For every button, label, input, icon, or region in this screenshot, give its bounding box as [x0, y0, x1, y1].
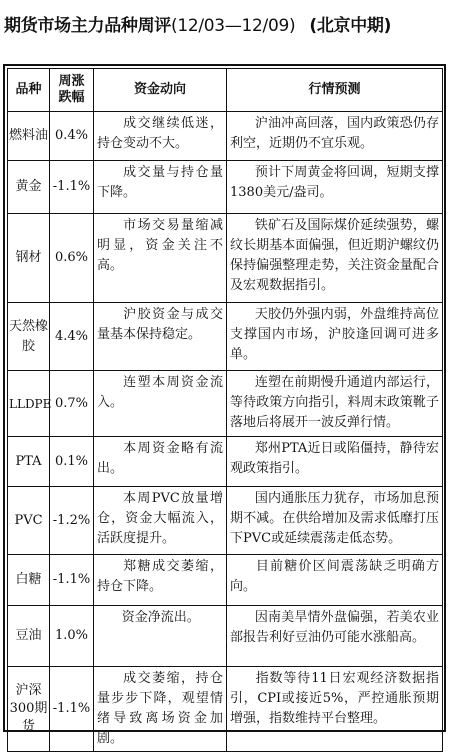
change-cell: 0.4%: [50, 112, 94, 161]
forecast-cell: 目前糖价区间震荡缺乏明确方向。: [227, 555, 443, 606]
change-cell: 0.7%: [50, 371, 94, 437]
variety-cell: LLDPE: [8, 371, 50, 437]
forecast-cell: 铁矿石及国际煤价延续强势，螺纹长期基本面偏强，但近期沪螺纹仍保持偏强整理走势，关注资金量配合及宏观数据指引。: [227, 214, 443, 303]
header-forecast: 行情预测: [227, 69, 443, 112]
page-title: [4, 6, 448, 46]
header-flow: 资金动向: [94, 69, 227, 112]
flow-cell: 成交量与持仓量下降。: [94, 161, 227, 214]
table-row: [8, 667, 443, 752]
flow-cell: 资金净流出。: [94, 606, 227, 667]
table-header-row: [8, 69, 443, 112]
table-row: [8, 303, 443, 371]
flow-cell: 连塑本周资金流入。: [94, 371, 227, 437]
flow-cell: 郑糖成交萎缩，持仓下降。: [94, 555, 227, 606]
title-org: (北京中期): [309, 16, 392, 36]
flow-cell: 成交继续低迷，持仓变动不大。: [94, 112, 227, 161]
variety-cell: 豆油: [8, 606, 50, 667]
flow-cell: 成交萎缩，持仓量步步下降，观望情绪导致离场资金加剧。: [94, 667, 227, 752]
change-cell: -1.1%: [50, 555, 94, 606]
title-main: 期货市场主力品种周评: [4, 16, 171, 36]
table-row: [8, 112, 443, 161]
flow-cell: 本周PVC放量增仓，资金大幅流入，活跃度提升。: [94, 487, 227, 555]
review-table: [7, 68, 443, 752]
forecast-cell: 沪油冲高回落，国内政策恐仍存利空，近期仍不宜乐观。: [227, 112, 443, 161]
variety-cell: 燃料油: [8, 112, 50, 161]
forecast-cell: 指数等待11日宏观经济数据指引，CPI或接近5%，严控通胀预期增强，指数维持平台整理。: [227, 667, 443, 752]
flow-cell: 本周资金略有流出。: [94, 437, 227, 487]
change-cell: -1.1%: [50, 667, 94, 752]
change-cell: -1.2%: [50, 487, 94, 555]
flow-cell: 市场交易量缩减明显，资金关注不高。: [94, 214, 227, 303]
table-row: [8, 371, 443, 437]
variety-cell: 沪深300期货: [8, 667, 50, 752]
forecast-cell: 连塑在前期慢升通道内部运行，等待政策方向指引，料周末政策靴子落地后将展开一波反弹行情。: [227, 371, 443, 437]
table-row: [8, 214, 443, 303]
title-period: (12/03—12/09): [171, 16, 296, 36]
variety-cell: 黄金: [8, 161, 50, 214]
variety-cell: 钢材: [8, 214, 50, 303]
forecast-cell: 因南美旱情外盘偏强，若美农业部报告利好豆油仍可能水涨船高。: [227, 606, 443, 667]
table-row: [8, 555, 443, 606]
table-row: [8, 487, 443, 555]
change-cell: -1.1%: [50, 161, 94, 214]
variety-cell: PVC: [8, 487, 50, 555]
change-cell: 0.6%: [50, 214, 94, 303]
forecast-cell: 郑州PTA近日或陷僵持，静待宏观政策指引。: [227, 437, 443, 487]
variety-cell: PTA: [8, 437, 50, 487]
forecast-cell: 预计下周黄金将回调，短期支撑1380美元/盎司。: [227, 161, 443, 214]
variety-cell: 白糖: [8, 555, 50, 606]
variety-cell: 天然橡胶: [8, 303, 50, 371]
forecast-cell: 国内通胀压力犹存，市场加息预期不减。在供给增加及需求低靡打压下PVC或延续震荡走低态势。: [227, 487, 443, 555]
flow-cell: 沪胶资金与成交量基本保持稳定。: [94, 303, 227, 371]
forecast-cell: 天胶仍外强内弱，外盘维持高位支撑国内市场，沪胶逢回调可进多单。: [227, 303, 443, 371]
table-row: [8, 437, 443, 487]
change-cell: 1.0%: [50, 606, 94, 667]
table-row: [8, 606, 443, 667]
table-row: [8, 161, 443, 214]
header-variety: 品种: [8, 69, 50, 112]
change-cell: 0.1%: [50, 437, 94, 487]
header-change: 周涨跌幅: [50, 69, 94, 112]
change-cell: 4.4%: [50, 303, 94, 371]
